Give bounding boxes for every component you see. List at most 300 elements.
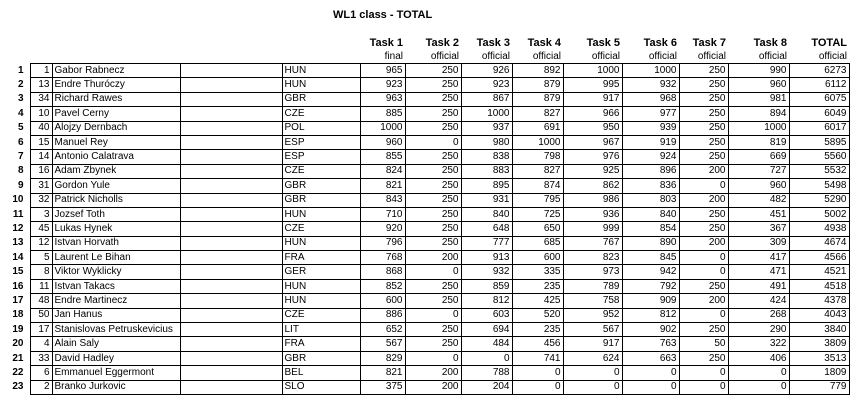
table-row (2, 64, 849, 78)
task-score-cell: 845 (622, 251, 679, 265)
rank-cell: 16 (12, 280, 24, 292)
task-score-cell: 867 (461, 92, 512, 106)
table-row (2, 337, 849, 351)
rank-cell: 18 (12, 309, 24, 321)
pilot-name-cell: Antonio Calatrava (52, 150, 180, 164)
total-score-cell: 5532 (789, 164, 849, 178)
task-score-cell: 250 (679, 92, 728, 106)
task-score-cell: 777 (461, 236, 512, 250)
competitor-id-cell: 2 (30, 380, 52, 394)
task-score-cell: 425 (512, 294, 563, 308)
task-score-cell: 767 (563, 236, 622, 250)
competitor-id-cell: 14 (30, 150, 52, 164)
competitor-id-cell: 31 (30, 179, 52, 193)
task-score-cell: 821 (360, 366, 405, 380)
task-score-cell: 694 (461, 323, 512, 337)
task-score-cell: 792 (622, 279, 679, 293)
task-score-cell: 763 (622, 337, 679, 351)
task-score-cell: 200 (405, 251, 461, 265)
blank-cell (180, 164, 282, 178)
task-score-cell: 0 (405, 308, 461, 322)
task-score-cell: 235 (512, 323, 563, 337)
pilot-name-cell: Gabor Rabnecz (52, 64, 180, 78)
task-score-cell: 823 (563, 251, 622, 265)
pilot-name-cell: Viktor Wyklicky (52, 265, 180, 279)
nation-cell: BEL (282, 366, 360, 380)
task-score-cell: 0 (563, 366, 622, 380)
task-score-cell: 909 (622, 294, 679, 308)
nation-cell: HUN (282, 78, 360, 92)
task-score-cell: 650 (512, 222, 563, 236)
task-score-cell: 967 (563, 135, 622, 149)
task-score-cell: 567 (360, 337, 405, 351)
rank-cell: 21 (12, 352, 24, 364)
task-score-cell: 250 (679, 351, 728, 365)
pilot-name-cell: Richard Rawes (52, 92, 180, 106)
task-score-cell: 0 (679, 265, 728, 279)
task-score-cell: 200 (679, 193, 728, 207)
column-header-task: Task 6 (643, 37, 677, 49)
task-score-cell: 855 (360, 150, 405, 164)
task-score-cell: 879 (512, 92, 563, 106)
task-score-cell: 886 (360, 308, 405, 322)
task-score-cell: 0 (622, 380, 679, 394)
task-score-cell: 819 (728, 135, 789, 149)
task-score-cell: 1000 (360, 121, 405, 135)
total-score-cell: 5002 (789, 207, 849, 221)
competitor-id-cell: 8 (30, 265, 52, 279)
nation-cell: CZE (282, 164, 360, 178)
task-score-cell: 250 (679, 107, 728, 121)
task-score-cell: 1000 (461, 107, 512, 121)
task-score-cell: 725 (512, 207, 563, 221)
task-score-cell: 0 (622, 366, 679, 380)
pilot-name-cell: Emmanuel Eggermont (52, 366, 180, 380)
task-score-cell: 980 (461, 135, 512, 149)
task-score-cell: 375 (360, 380, 405, 394)
table-row (2, 207, 849, 221)
task-score-cell: 250 (679, 78, 728, 92)
competitor-id-cell: 10 (30, 107, 52, 121)
nation-cell: CZE (282, 222, 360, 236)
rank-cell: 22 (12, 366, 24, 378)
blank-cell (180, 251, 282, 265)
nation-cell: FRA (282, 337, 360, 351)
task-score-cell: 484 (461, 337, 512, 351)
task-score-cell: 250 (405, 193, 461, 207)
competitor-id-cell: 50 (30, 308, 52, 322)
task-score-cell: 932 (622, 78, 679, 92)
task-score-cell: 789 (563, 279, 622, 293)
pilot-name-cell: Adam Zbynek (52, 164, 180, 178)
task-score-cell: 758 (563, 294, 622, 308)
column-header-status: official (591, 50, 620, 62)
task-score-cell: 250 (679, 207, 728, 221)
task-score-cell: 322 (728, 337, 789, 351)
task-score-cell: 603 (461, 308, 512, 322)
task-score-cell: 0 (679, 380, 728, 394)
rank-cell: 5 (17, 122, 24, 134)
task-score-cell: 0 (405, 351, 461, 365)
rank-cell: 6 (17, 136, 24, 148)
total-score-cell: 6075 (789, 92, 849, 106)
table-row (2, 179, 849, 193)
rank-cell: 9 (17, 179, 24, 191)
pilot-name-cell: Istvan Horvath (52, 236, 180, 250)
task-score-cell: 491 (728, 279, 789, 293)
total-score-cell: 5290 (789, 193, 849, 207)
header-blank (2, 36, 360, 50)
competitor-id-cell: 11 (30, 279, 52, 293)
total-score-cell: 6112 (789, 78, 849, 92)
task-score-cell: 0 (679, 308, 728, 322)
task-score-cell: 0 (512, 380, 563, 394)
nation-cell: HUN (282, 236, 360, 250)
task-score-cell: 952 (563, 308, 622, 322)
task-score-cell: 652 (360, 323, 405, 337)
task-score-cell: 879 (512, 78, 563, 92)
task-score-cell: 919 (622, 135, 679, 149)
competitor-id-cell: 34 (30, 92, 52, 106)
task-score-cell: 812 (622, 308, 679, 322)
task-score-cell: 1000 (622, 64, 679, 78)
nation-cell: ESP (282, 150, 360, 164)
task-score-cell: 567 (563, 323, 622, 337)
task-score-cell: 250 (405, 107, 461, 121)
competitor-id-cell: 17 (30, 323, 52, 337)
task-score-cell: 0 (679, 366, 728, 380)
task-score-cell: 892 (512, 64, 563, 78)
task-score-cell: 367 (728, 222, 789, 236)
task-score-cell: 812 (461, 294, 512, 308)
results-table (2, 36, 850, 395)
task-score-cell: 836 (622, 179, 679, 193)
blank-cell (180, 308, 282, 322)
task-score-cell: 250 (679, 150, 728, 164)
nation-cell: HUN (282, 279, 360, 293)
task-score-cell: 710 (360, 207, 405, 221)
blank-cell (180, 207, 282, 221)
total-score-cell: 6273 (789, 64, 849, 78)
column-header-status: official (532, 50, 561, 62)
pilot-name-cell: Endre Martinecz (52, 294, 180, 308)
table-row (2, 251, 849, 265)
task-score-cell: 250 (405, 236, 461, 250)
table-row (2, 294, 849, 308)
task-score-cell: 917 (563, 337, 622, 351)
task-score-cell: 471 (728, 265, 789, 279)
pilot-name-cell: Stanislovas Petruskevicius (52, 323, 180, 337)
task-score-cell: 200 (405, 366, 461, 380)
rank-cell: 23 (12, 381, 24, 393)
pilot-name-cell: David Hadley (52, 351, 180, 365)
pilot-name-cell: Jozsef Toth (52, 207, 180, 221)
nation-cell: HUN (282, 64, 360, 78)
task-score-cell: 200 (679, 236, 728, 250)
task-score-cell: 250 (405, 164, 461, 178)
table-row (2, 366, 849, 380)
column-header-task: Task 7 (692, 37, 726, 49)
task-score-cell: 859 (461, 279, 512, 293)
nation-cell: FRA (282, 251, 360, 265)
task-score-cell: 250 (405, 222, 461, 236)
column-header-status: official (758, 50, 787, 62)
competitor-id-cell: 15 (30, 135, 52, 149)
nation-cell: GBR (282, 179, 360, 193)
task-score-cell: 894 (728, 107, 789, 121)
pilot-name-cell: Jan Hanus (52, 308, 180, 322)
task-score-cell: 424 (728, 294, 789, 308)
task-score-cell: 250 (405, 92, 461, 106)
task-score-cell: 268 (728, 308, 789, 322)
total-score-cell: 1809 (789, 366, 849, 380)
task-score-cell: 451 (728, 207, 789, 221)
competitor-id-cell: 32 (30, 193, 52, 207)
pilot-name-cell: Alojzy Dernbach (52, 121, 180, 135)
competitor-id-cell: 1 (30, 64, 52, 78)
task-score-cell: 999 (563, 222, 622, 236)
competitor-id-cell: 4 (30, 337, 52, 351)
task-score-cell: 925 (563, 164, 622, 178)
rank-cell: 15 (12, 266, 24, 278)
rank-cell: 20 (12, 338, 24, 350)
total-score-cell: 4518 (789, 279, 849, 293)
competitor-id-cell: 13 (30, 78, 52, 92)
task-score-cell: 968 (622, 92, 679, 106)
nation-cell: POL (282, 121, 360, 135)
nation-cell: SLO (282, 380, 360, 394)
task-score-cell: 691 (512, 121, 563, 135)
column-header-status: official (648, 50, 677, 62)
task-score-cell: 913 (461, 251, 512, 265)
task-score-cell: 250 (679, 121, 728, 135)
task-score-cell: 727 (728, 164, 789, 178)
total-score-cell: 4566 (789, 251, 849, 265)
task-score-cell: 600 (360, 294, 405, 308)
task-score-cell: 840 (461, 207, 512, 221)
task-score-cell: 963 (360, 92, 405, 106)
competitor-id-cell: 48 (30, 294, 52, 308)
task-score-cell: 932 (461, 265, 512, 279)
total-score-cell: 779 (789, 380, 849, 394)
task-score-cell: 854 (622, 222, 679, 236)
task-score-cell: 960 (728, 78, 789, 92)
task-score-cell: 937 (461, 121, 512, 135)
nation-cell: ESP (282, 135, 360, 149)
task-score-cell: 827 (512, 107, 563, 121)
total-score-cell: 4674 (789, 236, 849, 250)
task-score-cell: 335 (512, 265, 563, 279)
competitor-id-cell: 6 (30, 366, 52, 380)
task-score-cell: 406 (728, 351, 789, 365)
task-score-cell: 827 (512, 164, 563, 178)
task-score-cell: 885 (360, 107, 405, 121)
rank-cell: 3 (17, 93, 24, 105)
task-score-cell: 843 (360, 193, 405, 207)
total-score-cell: 4938 (789, 222, 849, 236)
task-score-cell: 200 (679, 164, 728, 178)
task-score-cell: 456 (512, 337, 563, 351)
task-score-cell: 685 (512, 236, 563, 250)
header-blank (2, 50, 360, 64)
task-score-cell: 741 (512, 351, 563, 365)
blank-cell (180, 351, 282, 365)
column-header-task: Task 1 (369, 37, 403, 49)
competitor-id-cell: 12 (30, 236, 52, 250)
nation-cell: CZE (282, 107, 360, 121)
pilot-name-cell: Gordon Yule (52, 179, 180, 193)
blank-cell (180, 150, 282, 164)
rank-cell: 4 (17, 107, 24, 119)
table-row (2, 279, 849, 293)
header-row-status (2, 50, 849, 64)
pilot-name-cell: Lukas Hynek (52, 222, 180, 236)
task-score-cell: 309 (728, 236, 789, 250)
nation-cell: GBR (282, 193, 360, 207)
task-score-cell: 924 (622, 150, 679, 164)
nation-cell: GER (282, 265, 360, 279)
column-header-status: official (481, 50, 510, 62)
task-score-cell: 917 (563, 92, 622, 106)
column-header-task: Task 3 (476, 37, 510, 49)
competitor-id-cell: 3 (30, 207, 52, 221)
pilot-name-cell: Manuel Rey (52, 135, 180, 149)
table-row (2, 308, 849, 322)
column-header-status: official (430, 50, 459, 62)
task-score-cell: 896 (622, 164, 679, 178)
total-score-cell: 5498 (789, 179, 849, 193)
task-score-cell: 902 (622, 323, 679, 337)
pilot-name-cell: Alain Saly (52, 337, 180, 351)
pilot-name-cell: Istvan Takacs (52, 279, 180, 293)
task-score-cell: 960 (360, 135, 405, 149)
task-score-cell: 0 (728, 366, 789, 380)
blank-cell (180, 323, 282, 337)
rank-cell: 12 (12, 222, 24, 234)
nation-cell: CZE (282, 308, 360, 322)
competitor-id-cell: 16 (30, 164, 52, 178)
task-score-cell: 0 (563, 380, 622, 394)
total-score-cell: 3809 (789, 337, 849, 351)
task-score-cell: 868 (360, 265, 405, 279)
nation-cell: LIT (282, 323, 360, 337)
competitor-id-cell: 5 (30, 251, 52, 265)
task-score-cell: 768 (360, 251, 405, 265)
table-row (2, 351, 849, 365)
task-score-cell: 977 (622, 107, 679, 121)
task-score-cell: 204 (461, 380, 512, 394)
task-score-cell: 482 (728, 193, 789, 207)
task-score-cell: 648 (461, 222, 512, 236)
pilot-name-cell: Branko Jurkovic (52, 380, 180, 394)
task-score-cell: 973 (563, 265, 622, 279)
task-score-cell: 883 (461, 164, 512, 178)
rank-cell: 10 (12, 194, 24, 206)
blank-cell (180, 78, 282, 92)
competitor-id-cell: 40 (30, 121, 52, 135)
blank-cell (180, 337, 282, 351)
task-score-cell: 1000 (512, 135, 563, 149)
blank-cell (180, 64, 282, 78)
total-score-cell: 6049 (789, 107, 849, 121)
task-score-cell: 798 (512, 150, 563, 164)
total-score-cell: 6017 (789, 121, 849, 135)
table-row (2, 265, 849, 279)
pilot-name-cell: Pavel Cerny (52, 107, 180, 121)
task-score-cell: 874 (512, 179, 563, 193)
task-score-cell: 200 (405, 380, 461, 394)
blank-cell (180, 265, 282, 279)
task-score-cell: 250 (405, 179, 461, 193)
task-score-cell: 0 (679, 251, 728, 265)
task-score-cell: 803 (622, 193, 679, 207)
blank-cell (180, 236, 282, 250)
task-score-cell: 950 (563, 121, 622, 135)
total-score-cell: 5560 (789, 150, 849, 164)
pilot-name-cell: Patrick Nicholls (52, 193, 180, 207)
competitor-id-cell: 45 (30, 222, 52, 236)
task-score-cell: 795 (512, 193, 563, 207)
column-header-task: Task 2 (425, 37, 459, 49)
table-row (2, 150, 849, 164)
task-score-cell: 250 (405, 207, 461, 221)
task-score-cell: 0 (512, 366, 563, 380)
task-score-cell: 624 (563, 351, 622, 365)
blank-cell (180, 135, 282, 149)
task-score-cell: 1000 (728, 121, 789, 135)
task-score-cell: 852 (360, 279, 405, 293)
task-score-cell: 986 (563, 193, 622, 207)
column-header-task: Task 5 (586, 37, 620, 49)
rank-cell: 7 (17, 151, 24, 163)
rank-cell: 19 (12, 323, 24, 335)
task-score-cell: 250 (679, 135, 728, 149)
task-score-cell: 926 (461, 64, 512, 78)
task-score-cell: 250 (405, 294, 461, 308)
task-score-cell: 890 (622, 236, 679, 250)
task-score-cell: 981 (728, 92, 789, 106)
column-header-task: Task 4 (527, 37, 561, 49)
task-score-cell: 796 (360, 236, 405, 250)
task-score-cell: 250 (679, 64, 728, 78)
table-row (2, 135, 849, 149)
task-score-cell: 923 (360, 78, 405, 92)
task-score-cell: 250 (679, 222, 728, 236)
task-score-cell: 960 (728, 179, 789, 193)
task-score-cell: 250 (405, 121, 461, 135)
task-score-cell: 600 (512, 251, 563, 265)
task-score-cell: 923 (461, 78, 512, 92)
competitor-id-cell: 33 (30, 351, 52, 365)
task-score-cell: 250 (679, 323, 728, 337)
column-header-task: TOTAL (811, 37, 847, 49)
rank-cell: 14 (12, 251, 24, 263)
task-score-cell: 1000 (563, 64, 622, 78)
rank-cell: 11 (12, 208, 24, 220)
task-score-cell: 821 (360, 179, 405, 193)
task-score-cell: 250 (679, 279, 728, 293)
task-score-cell: 829 (360, 351, 405, 365)
table-row (2, 193, 849, 207)
task-score-cell: 895 (461, 179, 512, 193)
task-score-cell: 417 (728, 251, 789, 265)
task-score-cell: 250 (405, 64, 461, 78)
blank-cell (180, 279, 282, 293)
task-score-cell: 50 (679, 337, 728, 351)
task-score-cell: 931 (461, 193, 512, 207)
task-score-cell: 250 (405, 78, 461, 92)
task-score-cell: 920 (360, 222, 405, 236)
